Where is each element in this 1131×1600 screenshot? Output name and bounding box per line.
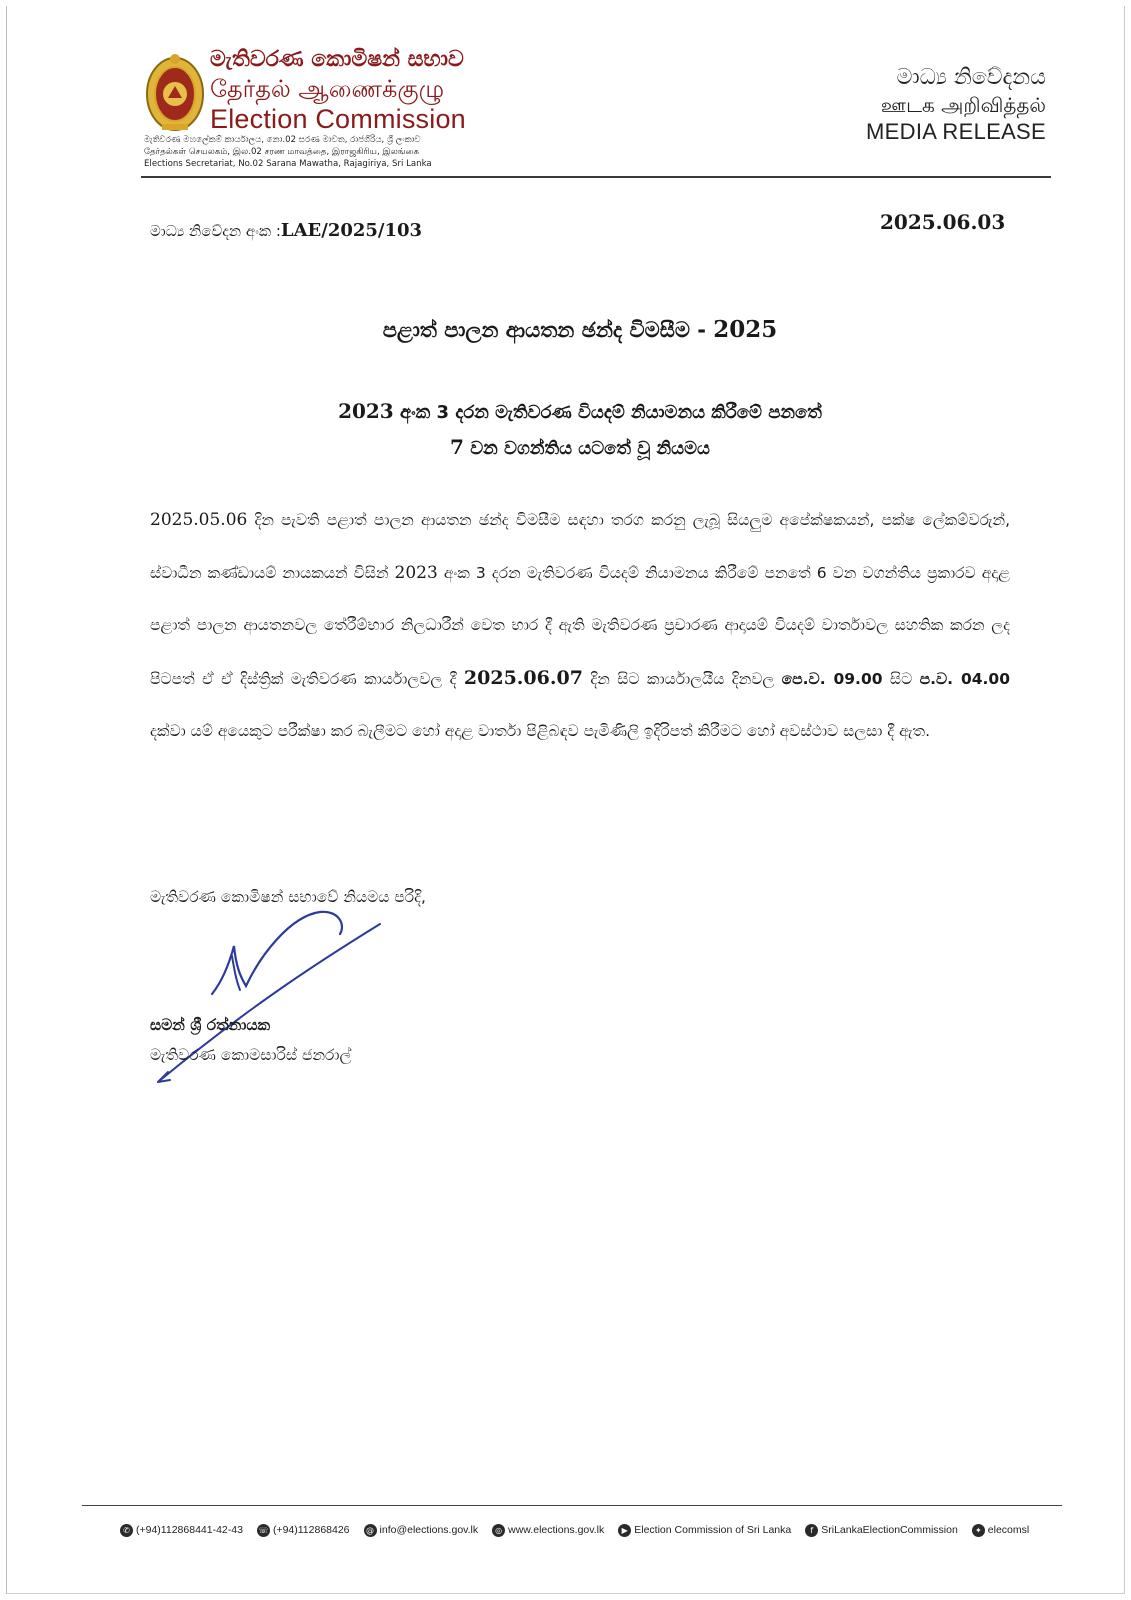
closing-time: ප.ව. 04.00	[919, 669, 1010, 688]
signer-title: මැතිවරණ කොමසාරිස් ජනරාල්	[150, 1046, 352, 1064]
opening-time: පෙ.ව. 09.00	[781, 669, 883, 688]
reference-label: මාධ්‍ය නිවේදන අංක :	[150, 222, 281, 240]
address-tamil: தேர்தல்கள் செயலகம், இல.02 சரண மாவத்தை, இராஜகிரிய, இலங்கை	[144, 147, 420, 157]
twitter-icon: ✦	[972, 1524, 985, 1537]
fax-icon: ☏	[258, 1525, 269, 1535]
subtitle-line-1-text: අංක 3 දරන මැතිවරණ වියදම් නියාමනය කිරීමේ පනතේ	[393, 402, 822, 423]
footer-website[interactable]	[492, 1524, 604, 1537]
election-date: 2025.05.06	[150, 510, 248, 530]
footer-twitter[interactable]	[972, 1524, 1029, 1537]
commission-name-sinhala: මැතිවරණ කොමිෂන් සභාව	[210, 47, 464, 72]
closing-line: මැතිවරණ කොමිෂන් සභාවේ නියමය පරිදි,	[150, 888, 426, 906]
header-divider	[141, 176, 1051, 178]
address-sinhala: මැතිවරණ මහලේකම් කාර්යාලය, නො.02 සරණ මාවත, රාජගිරිය, ශ්‍රී ලංකාව	[144, 135, 421, 145]
body-segment-5: දක්වා යම් අයෙකුට පරීක්ෂා කර බැලීමට හෝ අදාළ වාර්තා පිළිබඳව පැමිණිලි ඉදිරිපත් කිරීමට හෝ අවස්ථාව සලසා දී ඇත.	[150, 722, 931, 740]
address-english: Elections Secretariat, No.02 Sarana Mawatha, Rajagiriya, Sri Lanka	[144, 159, 432, 169]
facebook-icon: f	[805, 1524, 818, 1537]
body-segment-3: දින සිට කාර්යාලයීය දිනවල	[582, 669, 782, 688]
footer-divider	[82, 1505, 1062, 1506]
body-segment-1: දින පැවති පළාත් පාලන ආයතන ඡන්ද විමසීම සඳහා තරග කරනු ලැබූ සියලුම අපේක්ෂකයන්, පක්ෂ ලේකම්වරුන්, ස්වාධීන කණ්ඩායම් නායකයන් විසින්	[150, 511, 1010, 582]
footer-fax[interactable]	[257, 1524, 350, 1537]
release-date: 2025.06.03	[880, 210, 1006, 234]
release-english: MEDIA RELEASE	[866, 119, 1046, 144]
national-emblem-icon	[144, 50, 206, 134]
page-border	[6, 6, 1125, 1594]
email-icon: @	[364, 1524, 377, 1537]
footer-facebook[interactable]	[805, 1524, 958, 1537]
phone-icon: ✆	[120, 1524, 133, 1537]
document-title	[150, 316, 1010, 343]
reference-line	[150, 220, 422, 241]
act-year: 2023	[394, 562, 438, 583]
footer-phone[interactable]	[120, 1524, 243, 1537]
title-text: පළාත් පාලන ආයතන ඡන්ද විමසීම -	[382, 318, 714, 342]
reference-number: LAE/2025/103	[280, 220, 423, 241]
title-year: 2025	[713, 316, 778, 343]
youtube-icon: ▶	[618, 1524, 631, 1537]
body-segment-2: අංක 3 දරන මැතිවරණ වියදම් නියාමනය කිරීමේ පනතේ 6 වන වගන්තිය ප්‍රකාරව අදාළ පළාත් පාලන ආයතනවල තේරීම්භාර නිලධාරීන් වෙත භාර දී ඇති මැතිවරණ ප්‍රචාරණ ආදායම් වියදම් වාර්තාවල සහතික කරන ලද පිටපත් ඒ ඒ දිස්ත්‍රික් මැතිවරණ කාර්යාලවල දී	[150, 563, 1010, 688]
footer-contacts	[120, 1518, 1060, 1542]
media-release-label	[796, 64, 1046, 146]
commission-name-tamil: தேர்தல் ஆணைக்குழு	[210, 75, 445, 103]
commission-name-english: Election Commission	[210, 104, 466, 134]
fax-text: (+94)112868426	[272, 1524, 350, 1536]
letterhead	[144, 46, 1044, 176]
body-segment-4: සිට	[882, 669, 920, 688]
subtitle-line-2-text: වන වගන්තිය යටතේ වූ නියමය	[463, 438, 710, 459]
subtitle-line-1	[150, 394, 1010, 430]
letterhead-address	[144, 134, 474, 170]
release-tamil: ஊடக அறிவித்தல்	[880, 93, 1046, 117]
website-text: www.elections.gov.lk	[508, 1524, 605, 1536]
subtitle-line-2	[150, 430, 1010, 466]
footer-email[interactable]	[364, 1524, 479, 1537]
document-subtitle	[150, 394, 1010, 466]
twitter-text: elecomsl	[987, 1524, 1030, 1536]
signer-name: සමන් ශ්‍රී රත්නායක	[150, 1016, 271, 1034]
body-paragraph	[150, 494, 1010, 758]
subtitle-section-number: 7	[450, 435, 464, 459]
subtitle-act-year: 2023	[338, 399, 394, 423]
email-text: info@elections.gov.lk	[379, 1524, 479, 1536]
facebook-text: SriLankaElectionCommission	[821, 1524, 958, 1536]
footer-youtube[interactable]	[618, 1524, 791, 1537]
phone-text: (+94)112868441-42-43	[136, 1524, 243, 1536]
inspection-start-date: 2025.06.07	[463, 666, 583, 689]
release-sinhala: මාධ්‍ය නිවේදනය	[896, 65, 1046, 90]
youtube-text: Election Commission of Sri Lanka	[634, 1524, 792, 1536]
globe-icon: ◎	[492, 1524, 505, 1537]
